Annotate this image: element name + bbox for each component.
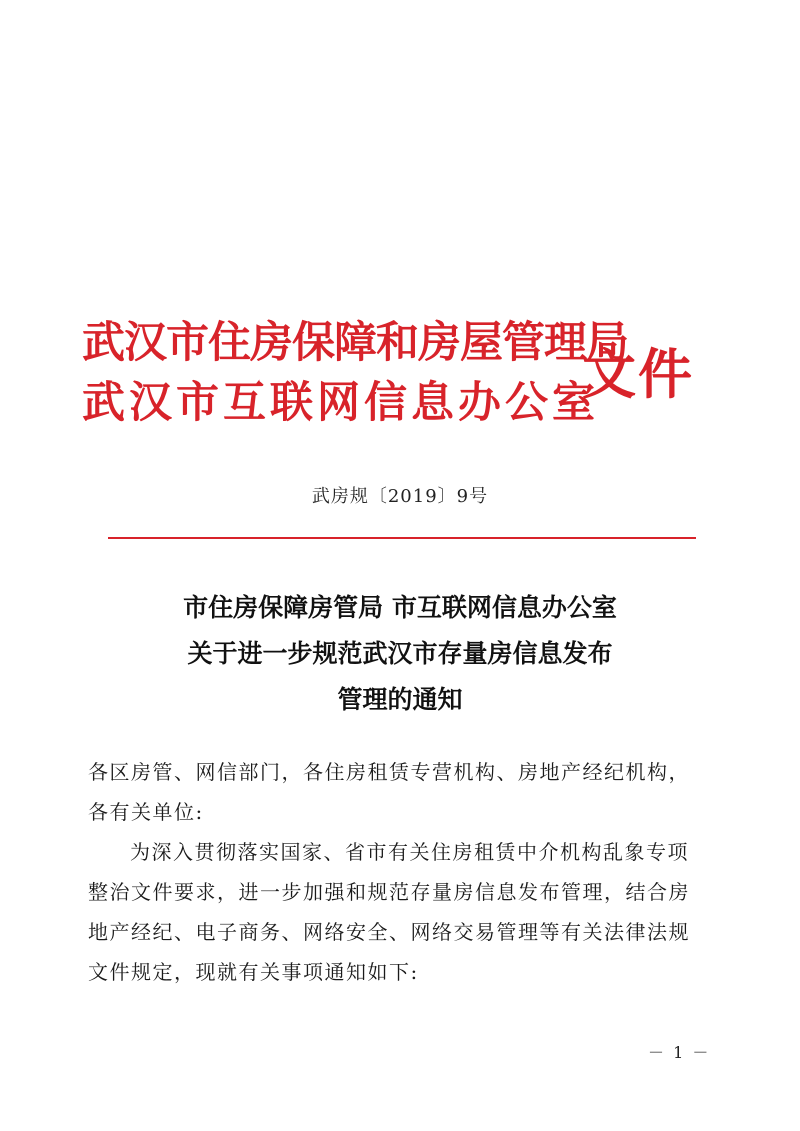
document-number: 武房规〔2019〕9号: [311, 486, 489, 507]
notice-title-line-3: 管理的通知: [337, 685, 463, 714]
document-header: [82, 312, 722, 452]
body-paragraph-line-3: 地产经纪、电子商务、网络安全、网络交易管理等有关法律法规: [88, 920, 690, 944]
addressee-line-2: 各有关单位:: [88, 800, 204, 824]
body-paragraph-line-1: 为深入贯彻落实国家、省市有关住房租赁中介机构乱象专项: [130, 840, 689, 864]
body-paragraph-line-2: 整治文件要求，进一步加强和规范存量房信息发布管理，结合房: [88, 880, 690, 904]
red-divider-line: [108, 537, 696, 539]
addressee-line-1: 各区房管、网信部门，各住房租赁专营机构、房地产经纪机构，: [88, 760, 690, 784]
document-word: 文件: [582, 343, 694, 406]
issuing-agency-housing-bureau: 武汉市住房保障和房屋管理局: [82, 318, 628, 368]
page-number: － 1 －: [648, 1043, 711, 1062]
notice-title-line-2: 关于进一步规范武汉市存量房信息发布: [187, 639, 613, 668]
issuing-agency-internet-office: 武汉市互联网信息办公室: [82, 378, 599, 428]
body-paragraph-line-4: 文件规定，现就有关事项通知如下:: [88, 960, 419, 984]
notice-title-line-1: 市住房保障房管局 市互联网信息办公室: [183, 593, 617, 622]
